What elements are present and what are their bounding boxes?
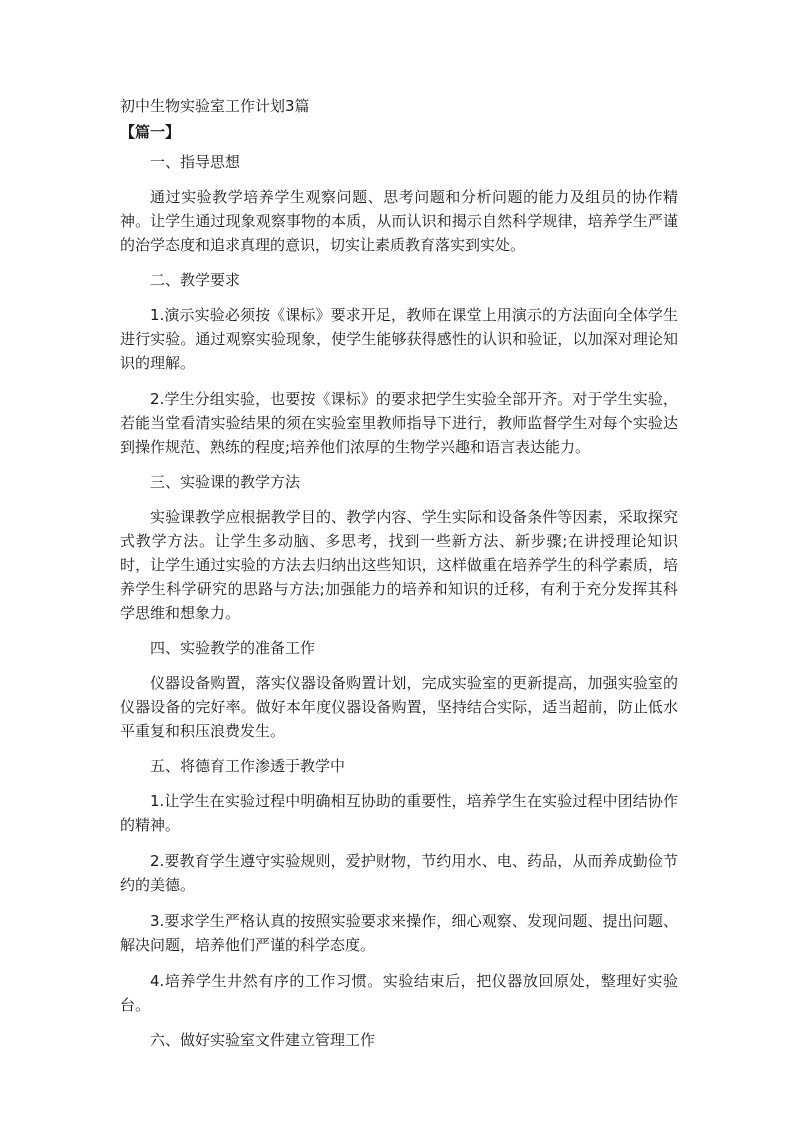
section-5-paragraph-1: 1.让学生在实验过程中明确相互协助的重要性，培养学生在实验过程中团结协作的精神。 <box>120 792 678 834</box>
section-5-paragraph-2: 2.要教育学生遵守实验规则，爱护财物，节约用水、电、药品，从而养成勤俭节约的美德。 <box>120 852 678 894</box>
section-heading-3: 三、实验课的教学方法 <box>150 473 301 491</box>
section-2-paragraph-2: 2.学生分组实验，也要按《课标》的要求把学生实验全部开齐。对于学生实验，若能当堂看清实验结果的须在实验室里教师指导下进行，教师监督学生对每个实验达到操作规范、熟练的程度;培养他们浓厚的生物学兴趣和语言表达能力。 <box>120 390 678 456</box>
section-heading-5: 五、将德育工作渗透于教学中 <box>150 757 346 775</box>
section-heading-6: 六、做好实验室文件建立管理工作 <box>150 1031 376 1049</box>
section-5-paragraph-3: 3.要求学生严格认真的按照实验要求来操作，细心观察、发现问题、提出问题、解决问题，培养他们严谨的科学态度。 <box>120 912 678 954</box>
section-heading-4: 四、实验教学的准备工作 <box>150 639 316 657</box>
section-heading-1: 一、指导思想 <box>150 153 241 171</box>
document-title: 初中生物实验室工作计划3篇 <box>120 97 310 115</box>
document-body <box>120 95 678 1063</box>
section-2-paragraph-1: 1.演示实验必须按《课标》要求开足，教师在课堂上用演示的方法面向全体学生进行实验。通过观察实验现象，使学生能够获得感性的认识和验证，以加深对理论知识的理解。 <box>120 306 678 372</box>
section-heading-2: 二、教学要求 <box>150 271 241 289</box>
section-3-paragraph-1: 实验课教学应根据教学目的、教学内容、学生实际和设备条件等因素，采取探究式教学方法。让学生多动脑、多思考，找到一些新方法、新步骤;在讲授理论知识时，让学生通过实验的方法去归纳出这些知识，这样做重在培养学生的科学素质，培养学生科学研究的思路与方法;加强能力的培养和知识的迁移，有利于充分发挥其科学思维和想象力。 <box>120 508 678 622</box>
part-label: 【篇一】 <box>120 123 181 141</box>
section-4-paragraph-1: 仪器设备购置，落实仪器设备购置计划，完成实验室的更新提高，加强实验室的仪器设备的完好率。做好本年度仪器设备购置，坚持结合实际，适当超前，防止低水平重复和积压浪费发生。 <box>120 674 678 740</box>
section-1-paragraph-1: 通过实验教学培养学生观察问题、思考问题和分析问题的能力及组员的协作精神。让学生通过现象观察事物的本质，从而认识和揭示自然科学规律，培养学生严谨的治学态度和追求真理的意识，切实让素质教育落实到实处。 <box>120 188 678 254</box>
section-5-paragraph-4: 4.培养学生井然有序的工作习惯。实验结束后，把仪器放回原处，整理好实验台。 <box>120 972 678 1014</box>
